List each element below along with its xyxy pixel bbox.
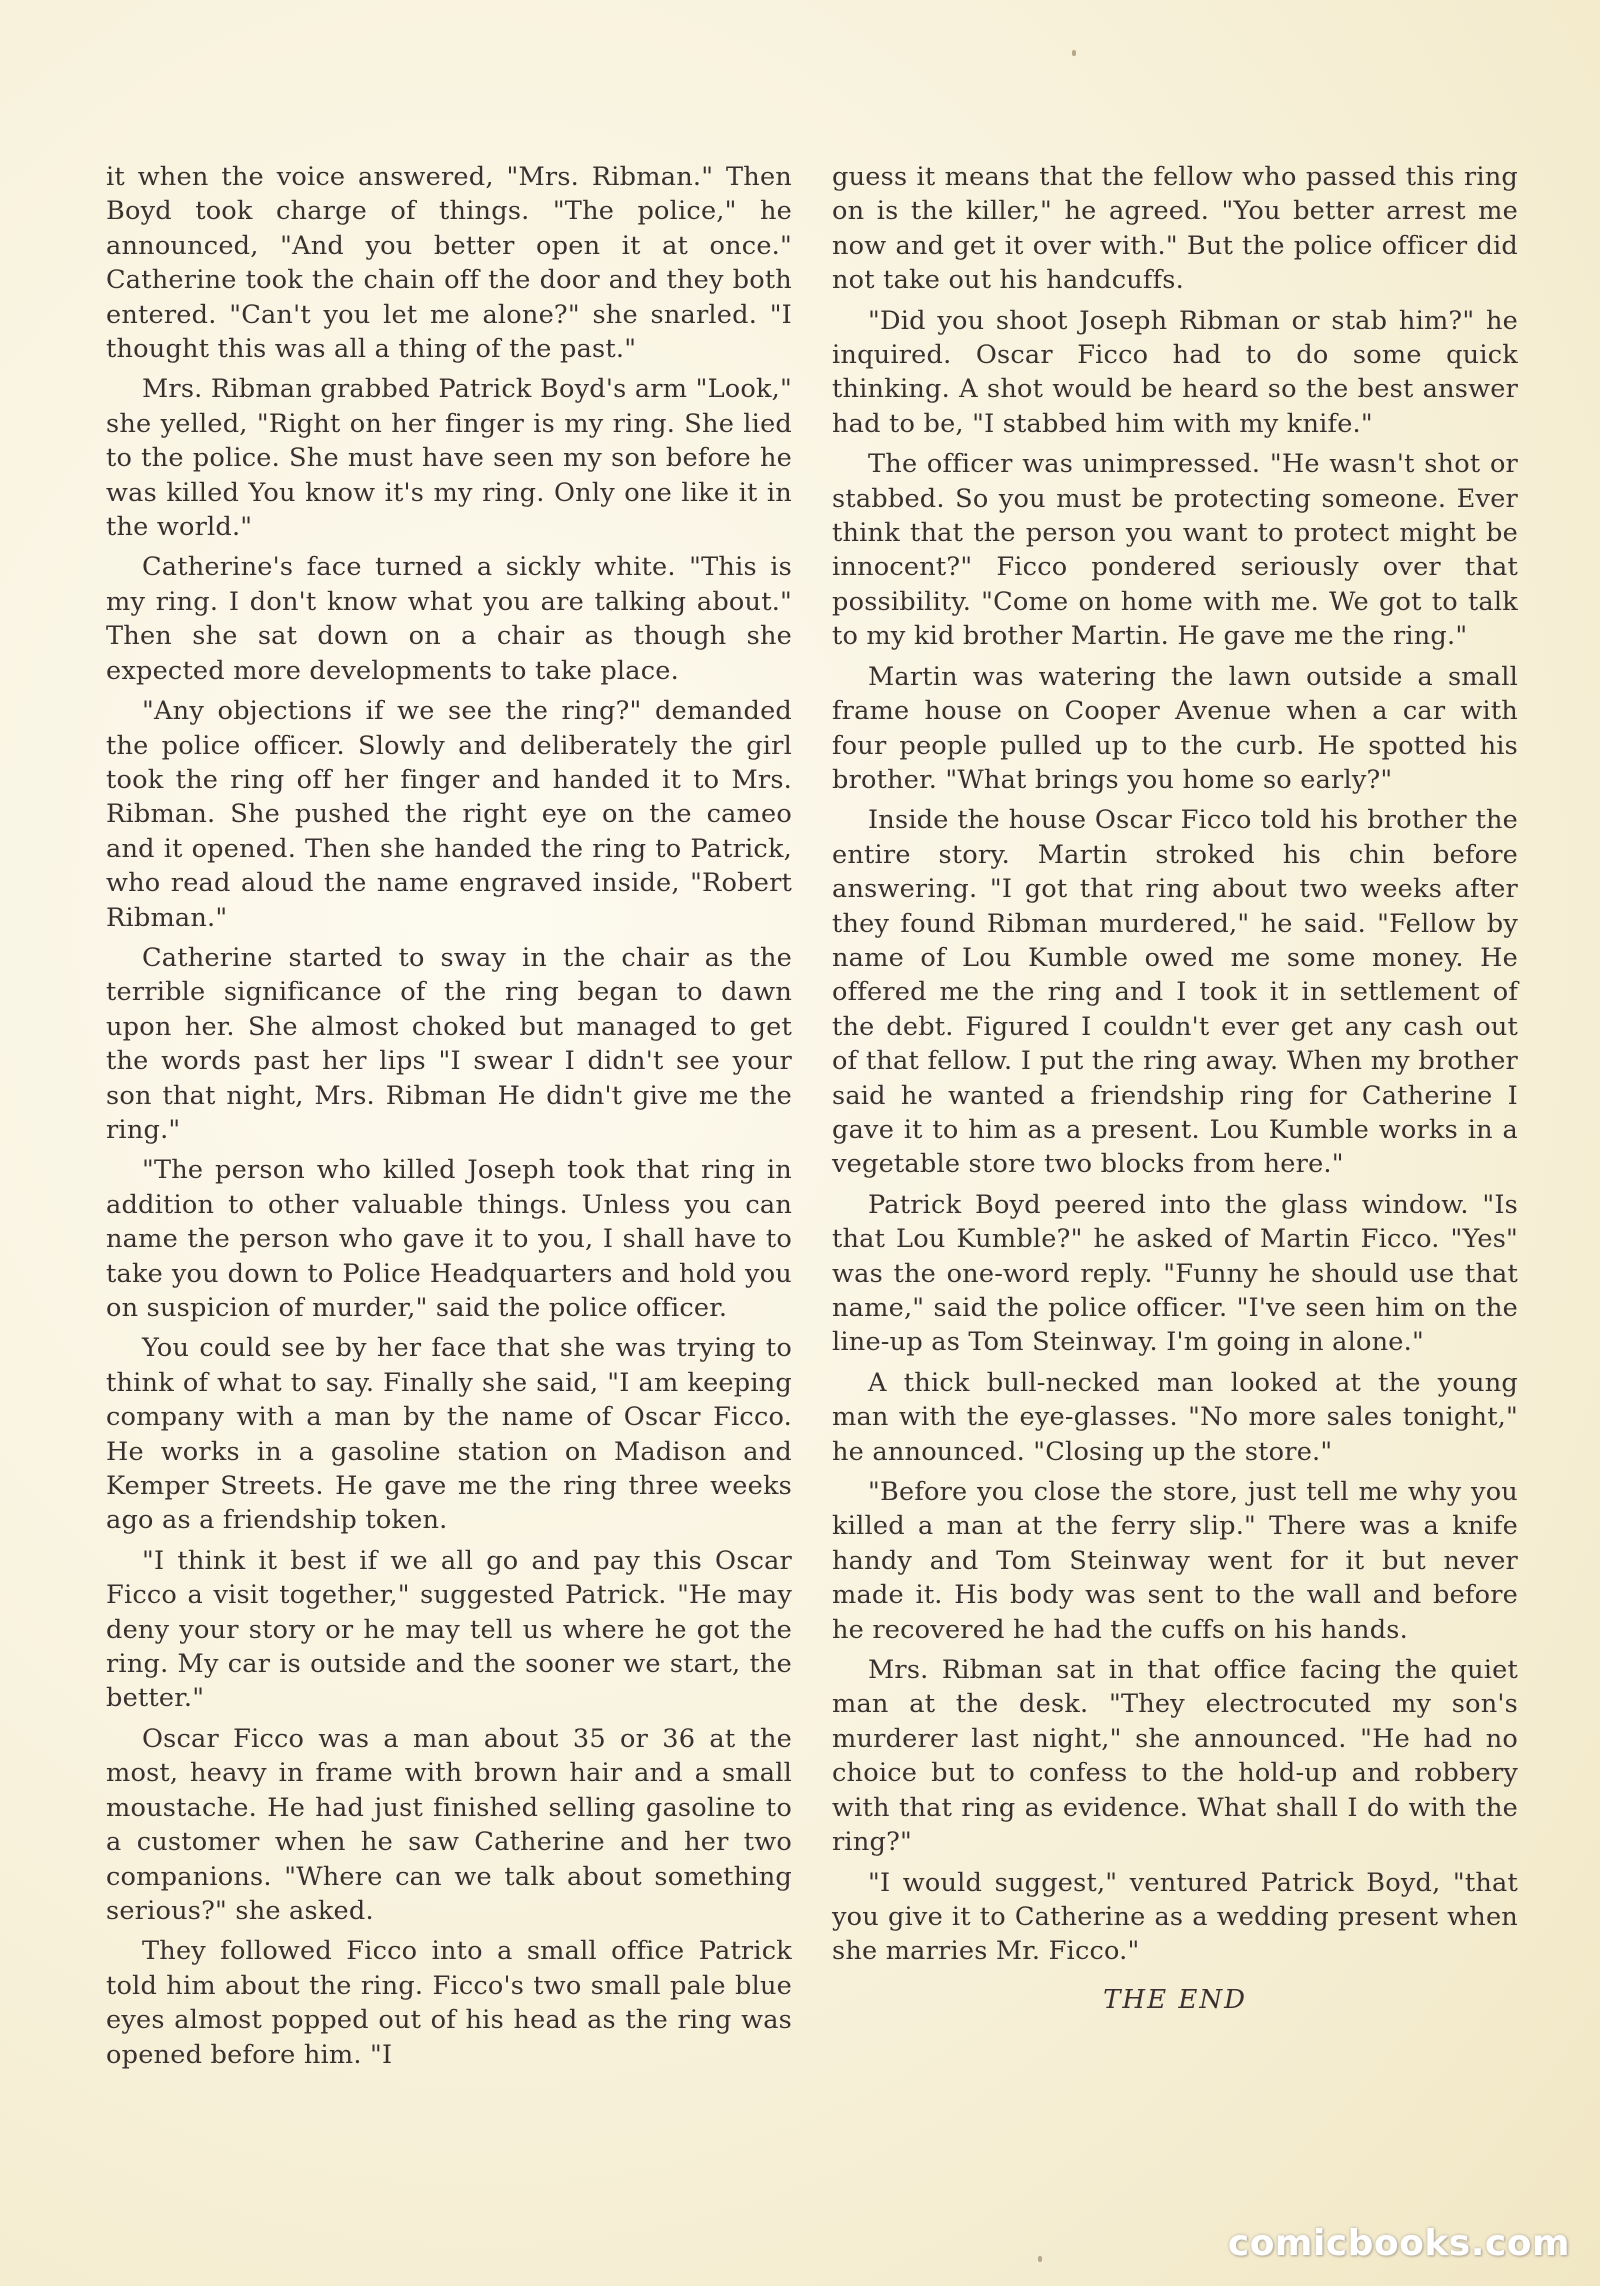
left-column xyxy=(106,160,792,2078)
paragraph: Mrs. Ribman sat in that office facing the quiet man at the desk. "They electrocuted my son's murderer last night," she announced. "He had no choice but to confess to the hold-up and robbery with that ring as evidence. What shall I do with the ring?" xyxy=(832,1655,1518,1858)
paragraph: "I would suggest," ventured Patrick Boyd, "that you give it to Catherine as a wedding present when she marries Mr. Ficco." xyxy=(832,1867,1518,1967)
paper-speck-bottom xyxy=(1038,2256,1042,2262)
paragraph: "Any objections if we see the ring?" demanded the police officer. Slowly and deliberately the girl took the ring off her finger and handed it to Mrs. Ribman. She pushed the right eye on the cameo and it opened. Then she handed the ring to Patrick, who read aloud the name engraved inside, "Robert Ribman." xyxy=(106,696,792,933)
paragraph: it when the voice answered, "Mrs. Ribman." Then Boyd took charge of things. "The police," he announced, "And you better open it at once." Catherine took the chain off the door and they both entered. "Can't you let me alone?" she snarled. "I thought this was all a thing of the past." xyxy=(106,162,792,365)
paragraph: You could see by her face that she was trying to think of what to say. Finally she said, "I am keeping company with a man by the name of Oscar Ficco. He works in a gasoline station on Madison and Kemper Streets. He gave me the ring three weeks ago as a friendship token. xyxy=(106,1333,792,1536)
paragraph: "Before you close the store, just tell me why you killed a man at the ferry slip." There was a knife handy and Tom Steinway went for it but never made it. His body was sent to the wall and before he recovered he had the cuffs on his hands. xyxy=(832,1477,1518,1645)
paragraph: Catherine started to sway in the chair as the terrible significance of the ring began to dawn upon her. She almost choked but managed to get the words past her lips "I swear I didn't see your son that night, Mrs. Ribman He didn't give me the ring." xyxy=(106,942,792,1145)
paragraph: Catherine's face turned a sickly white. "This is my ring. I don't know what you are talking about." Then she sat down on a chair as though she expected more developments to take place. xyxy=(106,552,792,686)
paragraph: The officer was unimpressed. "He wasn't shot or stabbed. So you must be protecting someone. Ever think that the person you want to protect might be innocent?" Ficco pondered seriously over that possibility. "Come on home with me. We got to talk to my kid brother Martin. He gave me the ring." xyxy=(832,449,1518,652)
right-column xyxy=(832,160,1518,2023)
paragraph: They followed Ficco into a small office Patrick told him about the ring. Ficco's two small pale blue eyes almost popped out of his head as the ring was opened before him. "I xyxy=(106,1936,792,2070)
site-watermark: comicbooks.com xyxy=(1227,2223,1570,2264)
paragraph: Martin was watering the lawn outside a small frame house on Cooper Avenue when a car with four people pulled up to the curb. He spotted his brother. "What brings you home so early?" xyxy=(832,661,1518,795)
paragraph: Mrs. Ribman grabbed Patrick Boyd's arm "Look," she yelled, "Right on her finger is my ring. She lied to the police. She must have seen my son before he was killed You know it's my ring. Only one like it in the world." xyxy=(106,374,792,543)
paragraph: Inside the house Oscar Ficco told his brother the entire story. Martin stroked his chin before answering. "I got that ring about two weeks after they found Ribman murdered," he said. "Fellow by name of Lou Kumble owed me some money. He offered me the ring and I took it in settlement of the debt. Figured I couldn't ever get any cash out of that fellow. I put the ring away. When my brother said he wanted a friendship ring for Catherine I gave it to him as a present. Lou Kumble works in a vegetable store two blocks from here." xyxy=(832,805,1518,1180)
paragraph: A thick bull-necked man looked at the young man with the eye-glasses. "No more sales tonight," he announced. "Closing up the store." xyxy=(832,1367,1518,1467)
the-end-caption: THE END xyxy=(1103,1984,1247,2015)
paragraph: "The person who killed Joseph took that ring in addition to other valuable things. Unless you can name the person who gave it to you, I shall have to take you down to Police Headquarters and hold you on suspicion of murder," said the police officer. xyxy=(106,1155,792,1323)
paper-speck-top xyxy=(1072,50,1076,56)
paragraph: Patrick Boyd peered into the glass window. "Is that Lou Kumble?" he asked of Martin Ficco. "Yes" was the one-word reply. "Funny he should use that name," said the police officer. "I've seen him on the line-up as Tom Steinway. I'm going in alone." xyxy=(832,1189,1518,1358)
paragraph: guess it means that the fellow who passed this ring on is the killer," he agreed. "You better arrest me now and get it over with." But the police officer did not take out his handcuffs. xyxy=(832,162,1518,296)
paragraph: "Did you shoot Joseph Ribman or stab him?" he inquired. Oscar Ficco had to do some quick thinking. A shot would be heard so the best answer had to be, "I stabbed him with my knife." xyxy=(832,305,1518,439)
paragraph: "I think it best if we all go and pay this Oscar Ficco a visit together," suggested Patrick. "He may deny your story or he may tell us where he got the ring. My car is outside and the sooner we start, the better." xyxy=(106,1545,792,1714)
paragraph: Oscar Ficco was a man about 35 or 36 at the most, heavy in frame with brown hair and a small moustache. He had just finished selling gasoline to a customer when he saw Catherine and her two companions. "Where can we talk about something serious?" she asked. xyxy=(106,1723,792,1926)
